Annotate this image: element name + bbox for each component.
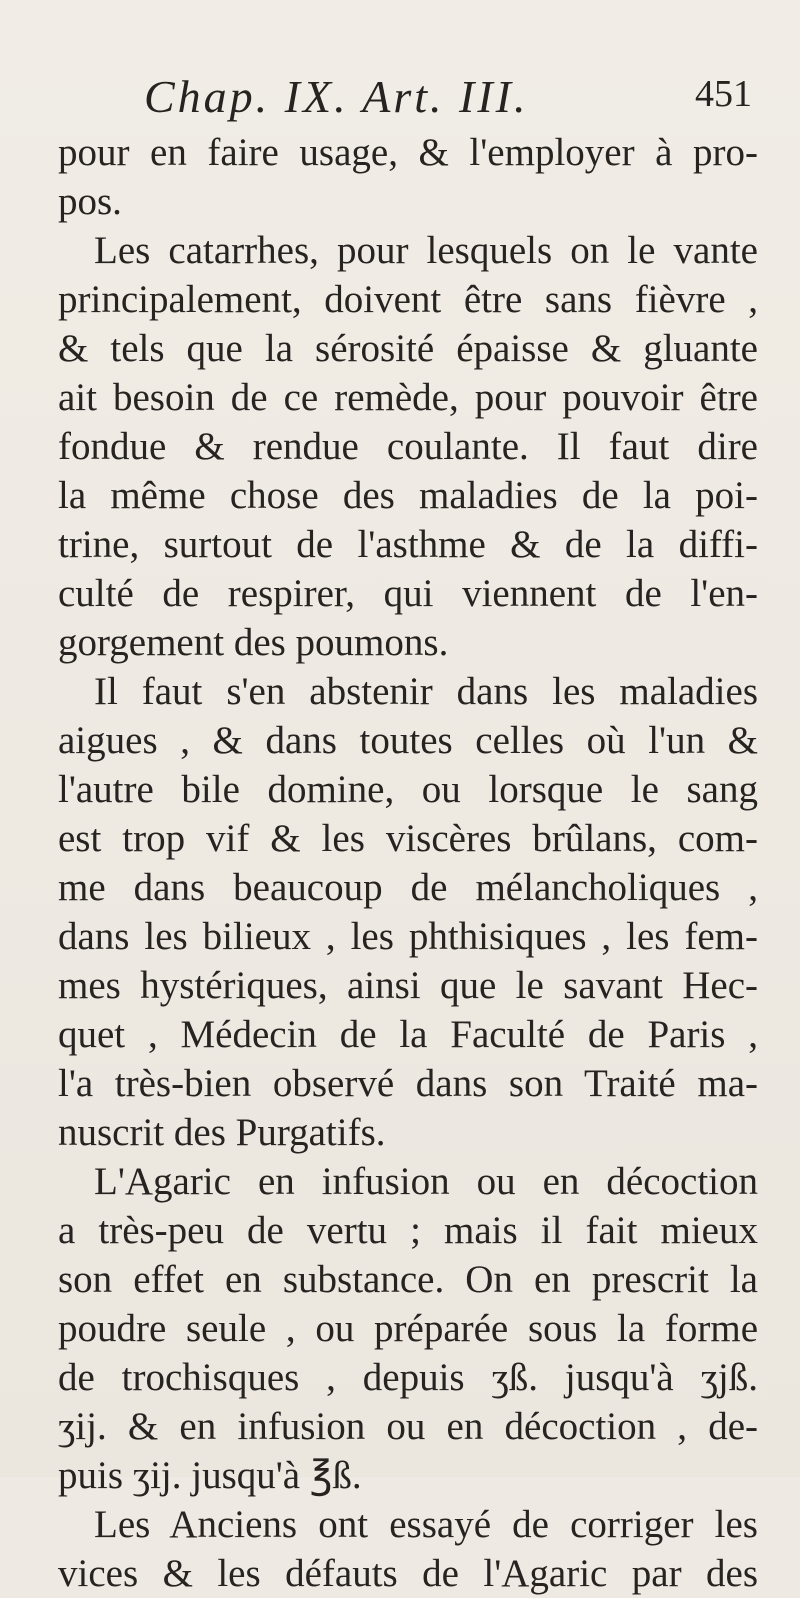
text-line: puis ʒij. jusqu'à ℥ß. [58,1454,362,1497]
text-line: ait besoin de ce remède, pour pouvoir être [58,376,758,419]
text-line: gorgement des poumons. [58,621,449,664]
text-line: l'a très-bien observé dans son Traité ma- [58,1062,758,1105]
text-line: dans les bilieux , les phthisiques , les fem- [58,915,758,958]
paragraph-start-line: Les Anciens ont essayé de corriger les [94,1503,758,1546]
text-line: la même chose des maladies de la poi- [58,474,758,517]
text-line: ʒij. & en infusion ou en décoction , de- [58,1405,758,1448]
paragraph-start-line: Les catarrhes, pour lesquels on le vante [94,229,758,272]
text-line: vices & les défauts de l'Agaric par des [58,1552,758,1595]
text-line: de trochisques , depuis ʒß. jusqu'à ʒjß. [58,1356,758,1399]
page-header [0,70,800,130]
page-number: 451 [695,73,752,115]
paragraph-start-line: L'Agaric en infusion ou en décoction [94,1160,758,1203]
paragraph-start-line: Il faut s'en abstenir dans les maladies [94,670,758,713]
text-line: me dans beaucoup de mélancholiques , [58,866,758,909]
text-line: a très-peu de vertu ; mais il fait mieux [58,1209,758,1252]
text-line: pos. [58,180,122,223]
text-line: quet , Médecin de la Faculté de Paris , [58,1013,758,1056]
text-line: son effet en substance. On en prescrit la [58,1258,758,1301]
text-line: nuscrit des Purgatifs. [58,1111,386,1154]
text-line: aigues , & dans toutes celles où l'un & [58,719,758,762]
text-line: trine, surtout de l'asthme & de la diffi- [58,523,758,566]
text-line: pour en faire usage, & l'employer à pro- [58,131,758,174]
text-line: fondue & rendue coulante. Il faut dire [58,425,758,468]
text-line: & tels que la sérosité épaisse & gluante [58,327,758,370]
text-line: culté de respirer, qui viennent de l'en- [58,572,758,615]
text-line: principalement, doivent être sans fièvre , [58,278,758,321]
text-line: poudre seule , ou préparée sous la forme [58,1307,758,1350]
text-line: mes hystériques, ainsi que le savant Hec- [58,964,758,1007]
text-line: l'autre bile domine, ou lorsque le sang [58,768,758,811]
body-text [58,128,758,1598]
text-line: est trop vif & les viscères brûlans, com- [58,817,758,860]
running-head: Chap. IX. Art. III. [144,71,529,122]
